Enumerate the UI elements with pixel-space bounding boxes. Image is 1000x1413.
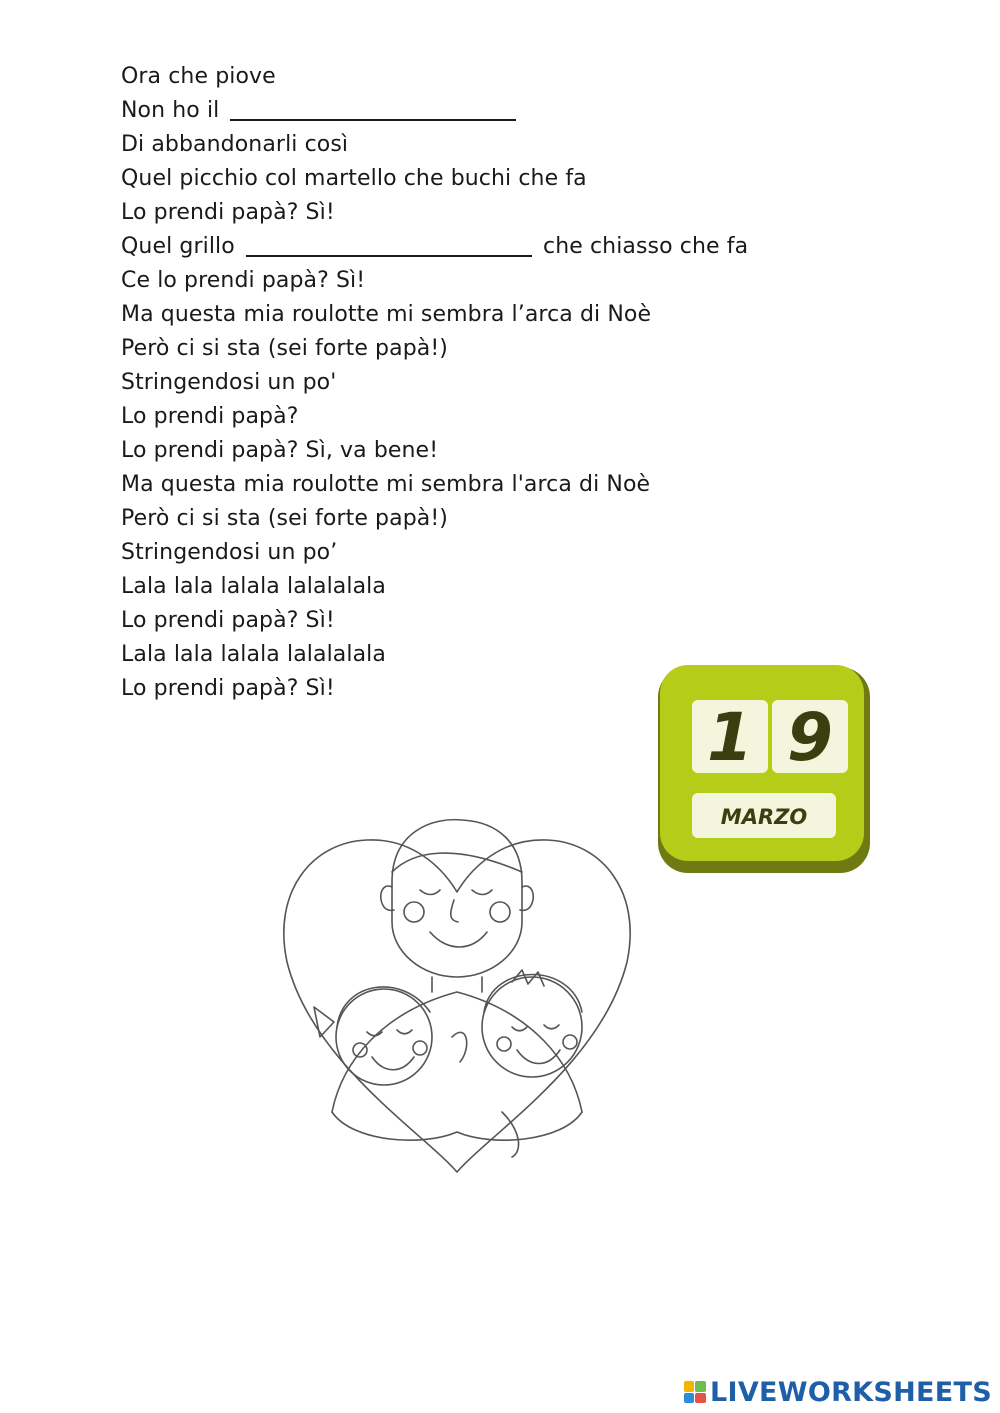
father-eye-left <box>420 890 440 895</box>
father-hugging-children-coloring-image <box>272 812 642 1182</box>
father-mouth <box>430 932 487 947</box>
lyric-line <box>121 536 821 570</box>
girl-hand <box>452 1032 467 1062</box>
father-eye-right <box>472 890 492 895</box>
lyric-line <box>121 162 821 196</box>
lyric-line <box>121 60 821 94</box>
lyric-line <box>121 366 821 400</box>
calendar-day-units: 9 <box>787 699 833 776</box>
liveworksheets-footer <box>684 1377 992 1407</box>
answer-blank-2[interactable] <box>246 237 532 257</box>
lyric-text: Lo prendi papà? Sì! <box>121 608 335 633</box>
calendar-month: MARZO <box>720 805 808 829</box>
father-shoulders <box>332 992 582 1112</box>
lyric-text: Lo prendi papà? Sì! <box>121 676 335 701</box>
father-hair <box>392 853 522 872</box>
lyric-text: Lo prendi papà? Sì! <box>121 200 335 225</box>
lyrics-text <box>121 60 821 706</box>
lyric-text: Ma questa mia roulotte mi sembra l'arca di Noè <box>121 472 651 497</box>
father-head <box>392 820 522 977</box>
lyric-text: Quel grillo <box>121 234 242 259</box>
girl-hair-bow <box>314 1007 334 1037</box>
lyric-text: Ce lo prendi papà? Sì! <box>121 268 366 293</box>
lyric-line-with-blank <box>121 94 821 128</box>
lyric-text: Ora che piove <box>121 64 276 89</box>
lyric-line <box>121 196 821 230</box>
liveworksheets-brand: LIVEWORKSHEETS <box>709 1376 992 1408</box>
father-neck <box>432 977 482 992</box>
girl-cheek-right <box>413 1041 427 1055</box>
lyric-line <box>121 604 821 638</box>
liveworksheets-logo-icon <box>684 1381 706 1403</box>
lyric-line <box>121 400 821 434</box>
lyric-line <box>121 298 821 332</box>
lyric-line <box>121 264 821 298</box>
boy-cheek-right <box>563 1035 577 1049</box>
lyric-line <box>121 468 821 502</box>
father-cheek-right <box>490 902 510 922</box>
lyric-text: Però ci si sta (sei forte papà!) <box>121 336 448 361</box>
boy-eyes <box>512 1025 559 1031</box>
calendar-19-marzo-image <box>652 660 874 877</box>
girl-head <box>336 989 432 1085</box>
lyric-line <box>121 332 821 366</box>
lyric-line <box>121 570 821 604</box>
father-hand <box>502 1112 519 1157</box>
lyric-text: Lo prendi papà? Sì, va bene! <box>121 438 439 463</box>
lyric-text: Lala lala lalala lalalalala <box>121 642 386 667</box>
father-cheek-left <box>404 902 424 922</box>
lyric-text: Lo prendi papà? <box>121 404 299 429</box>
lyric-text: che chiasso che fa <box>535 234 749 259</box>
girl-mouth <box>372 1057 414 1070</box>
lyric-line <box>121 502 821 536</box>
lyric-line <box>121 434 821 468</box>
lyric-text: Lala lala lalala lalalalala <box>121 574 386 599</box>
lyric-text: Stringendosi un po’ <box>121 540 338 565</box>
answer-blank-1[interactable] <box>230 101 516 121</box>
lyric-line <box>121 128 821 162</box>
lyric-line-with-blank <box>121 230 821 264</box>
father-nose <box>451 900 458 922</box>
father-arms <box>332 1112 582 1140</box>
girl-eyes <box>367 1030 412 1036</box>
lyric-text: Stringendosi un po' <box>121 370 337 395</box>
lyric-text: Ma questa mia roulotte mi sembra l’arca di Noè <box>121 302 652 327</box>
calendar-day-tens: 1 <box>707 699 753 776</box>
lyric-text: Di abbandonarli così <box>121 132 349 157</box>
girl-cheek-left <box>353 1043 367 1057</box>
lyric-text: Quel picchio col martello che buchi che fa <box>121 166 587 191</box>
lyric-text: Non ho il <box>121 98 227 123</box>
boy-cheek-left <box>497 1037 511 1051</box>
lyric-text: Però ci si sta (sei forte papà!) <box>121 506 448 531</box>
